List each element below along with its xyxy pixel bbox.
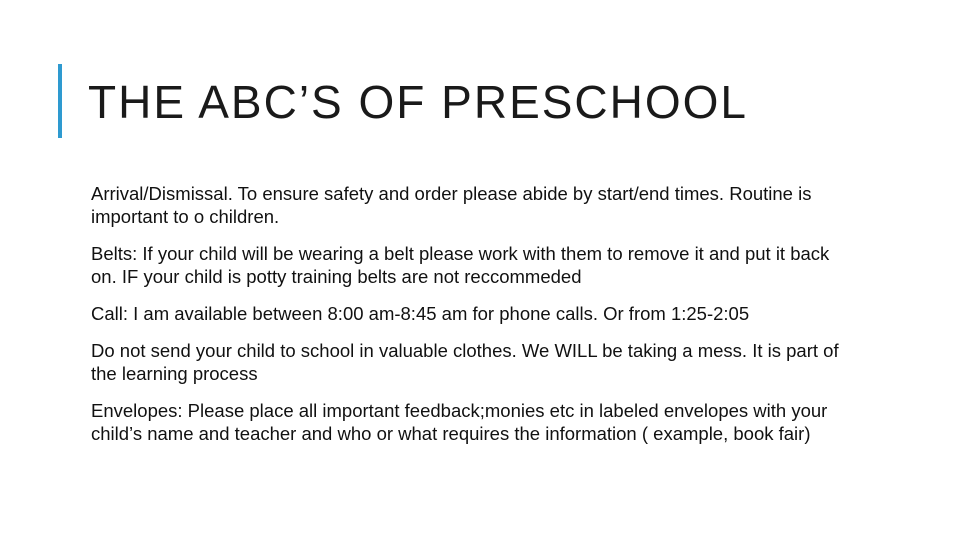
list-item-clothes: Do not send your child to school in valuable clothes. We WILL be taking a mess. It is part of the learning process [91,340,839,384]
content-list [91,182,851,459]
list-item-envelopes: Envelopes: Please place all important feedback;monies etc in labeled envelopes with your child’s name and teacher and who or what requires the information ( example, book fair) [91,400,828,444]
list-item-call: Call: I am available between 8:00 am-8:45 am for phone calls. Or from 1:25-2:05 [91,303,750,324]
list-item-arrival-dismissal: Arrival/Dismissal. To ensure safety and order please abide by start/end times. Routine is important to o children. [91,183,812,227]
list-item-belts: Belts: If your child will be wearing a belt please work with them to remove it and put it back on. IF your child is potty training belts are not reccommeded [91,243,830,287]
slide-title: THE ABC’S OF PRESCHOOL [88,76,749,128]
title-accent-bar [58,64,62,138]
